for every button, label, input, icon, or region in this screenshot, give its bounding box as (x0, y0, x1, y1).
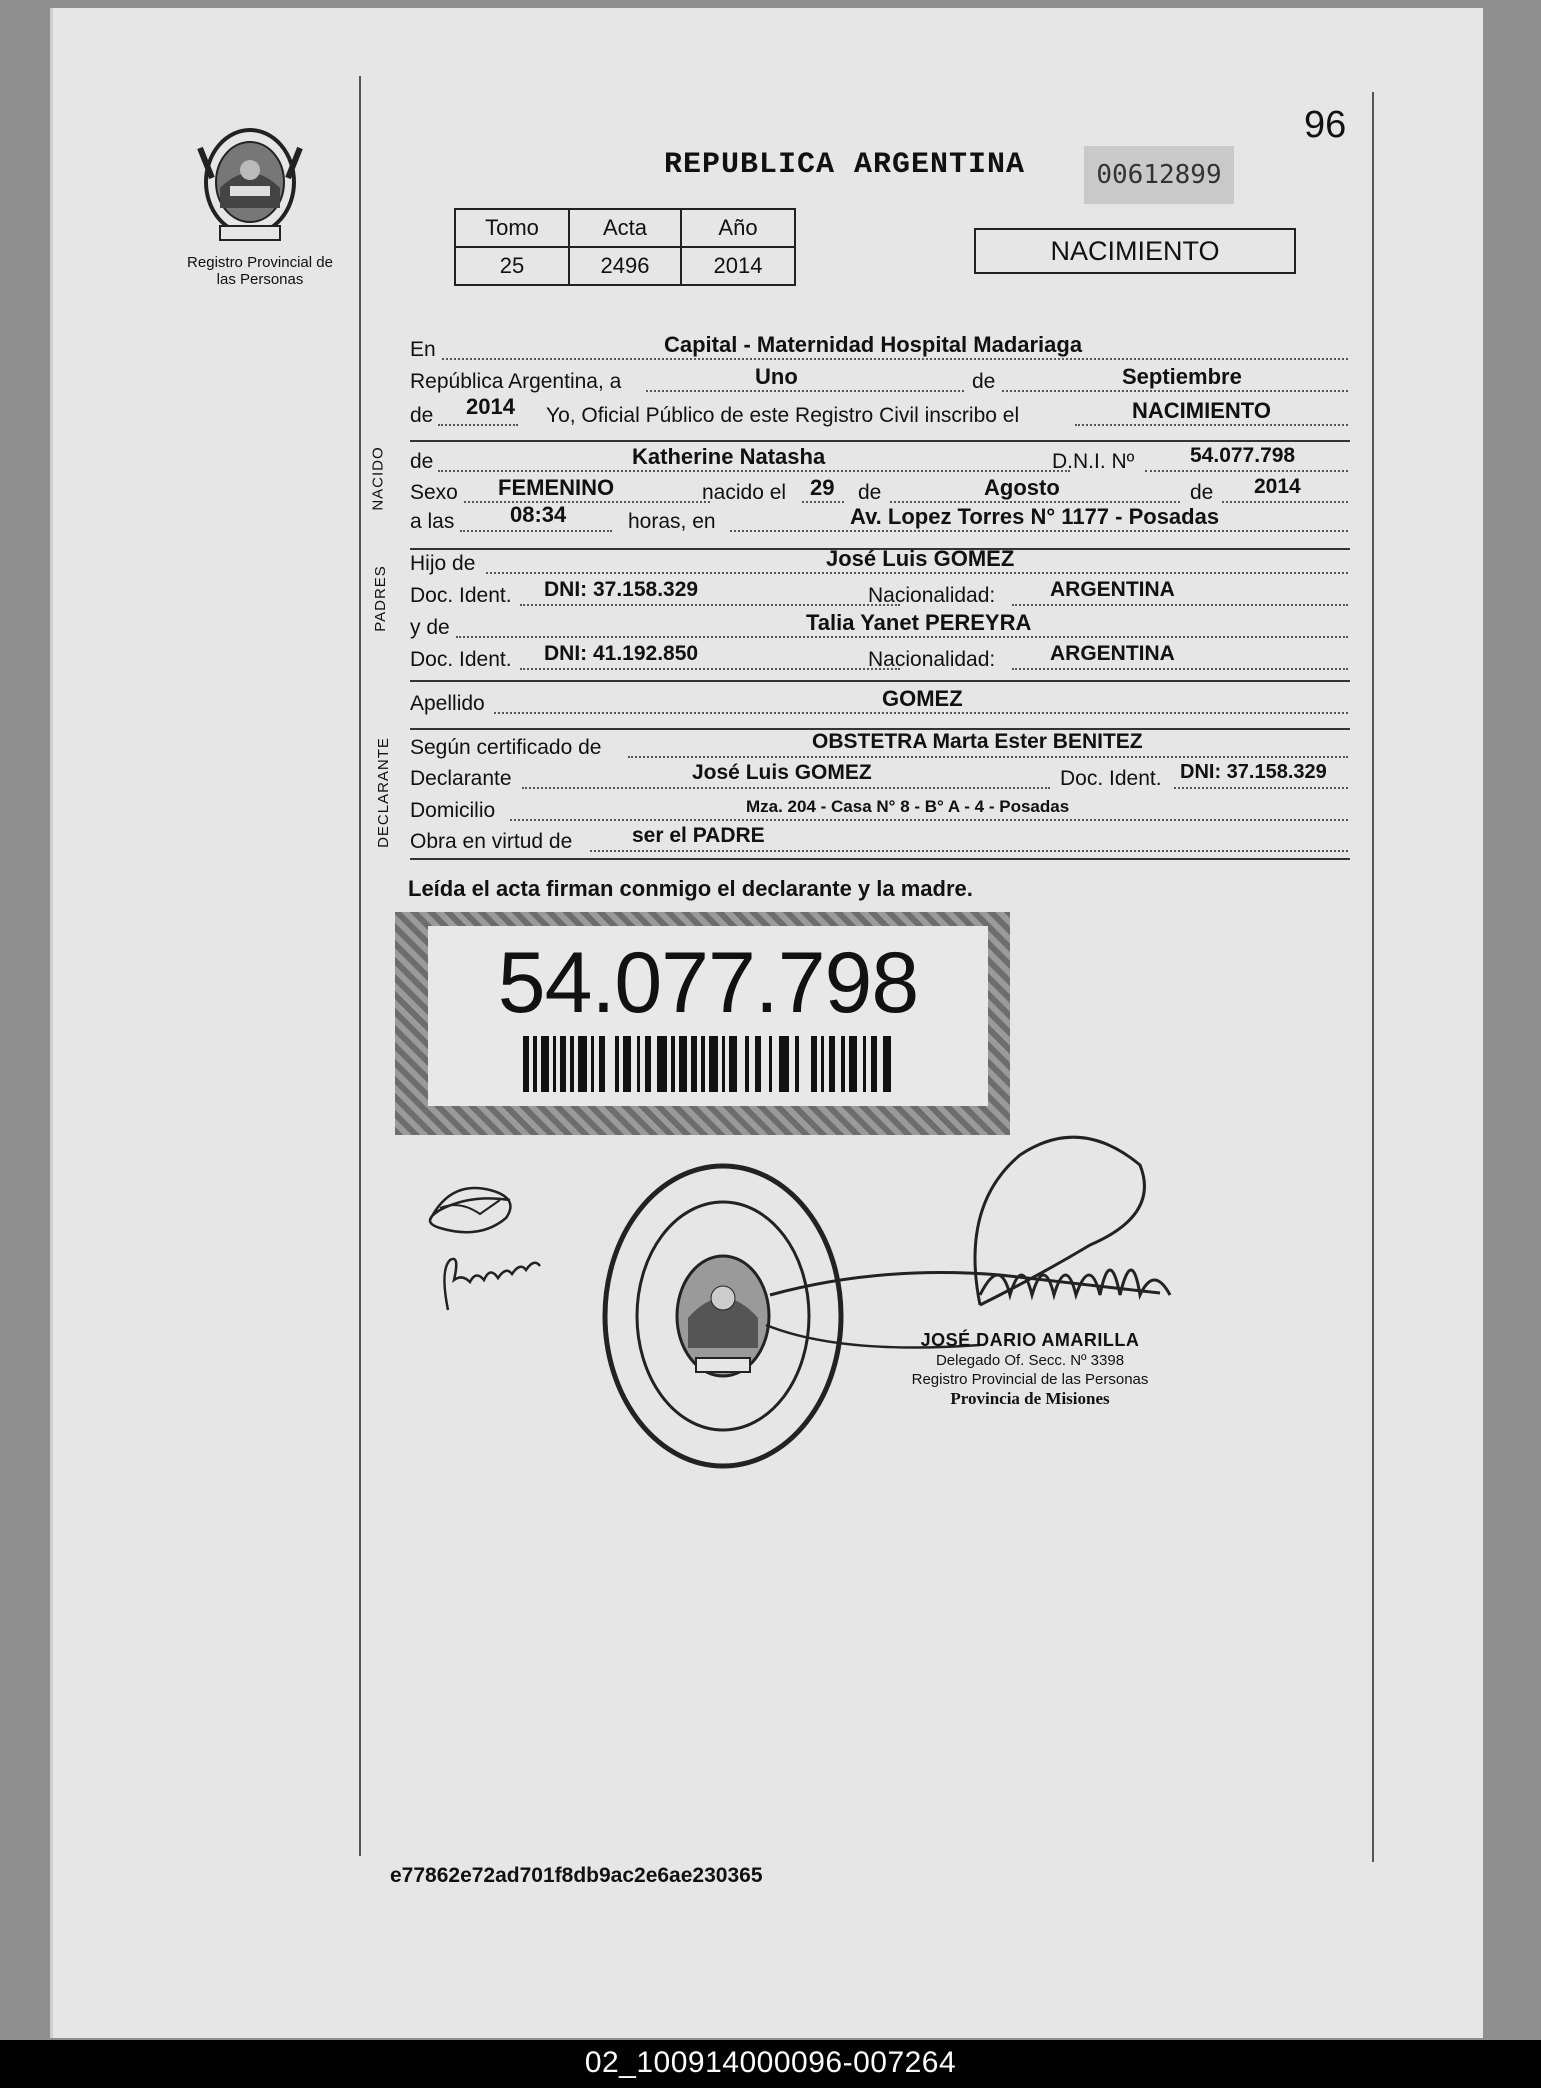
registry-table (454, 208, 796, 286)
reading-statement: Leída el acta firman conmigo el declarante y la madre. (408, 876, 973, 901)
registry-value-tomo: 25 (455, 247, 569, 285)
official-signature-block (870, 1330, 1190, 1409)
label-republica: República Argentina, a (410, 370, 622, 393)
logo-caption: Registro Provincial de las Personas (187, 254, 333, 288)
registry-value-ano: 2014 (681, 247, 795, 285)
label-obra: Obra en virtud de (410, 830, 573, 853)
official-role: Delegado Of. Secc. Nº 3398 (935, 1352, 1125, 1369)
row-surname (410, 686, 1348, 718)
document-hash: e77862e72ad701f8db9ac2e6ae230365 (390, 1864, 763, 1887)
registry-header-acta: Acta (569, 209, 681, 247)
value-birth-year: 2014 (1254, 475, 1301, 498)
label-segun: Según certificado de (410, 736, 602, 759)
value-place: Capital - Maternidad Hospital Madariaga (664, 332, 1083, 357)
label-yo: Yo, Oficial Público de este Registro Civil inscribo el (546, 404, 1020, 427)
side-label-padres: PADRES (371, 565, 389, 632)
label-de-year: de (410, 404, 434, 427)
registry-header-tomo: Tomo (455, 209, 569, 247)
value-certificate: OBSTETRA Marta Ester BENITEZ (812, 730, 1143, 753)
label-declarant-doc: Doc. Ident. (1060, 767, 1162, 790)
dni-label-number: 54.077.798 (497, 935, 919, 1031)
row-date (410, 364, 1348, 396)
scan-id: 02_100914000096-007264 (584, 2046, 957, 2079)
registry-header-ano: Año (681, 209, 795, 247)
label-mother-nationality: Nacionalidad: (868, 648, 996, 671)
row-mother (410, 610, 1348, 642)
value-declarant-doc: DNI: 37.158.329 (1180, 761, 1327, 783)
label-de-name: de (410, 450, 434, 473)
section-divider (410, 680, 1350, 682)
country-title: REPUBLICA ARGENTINA (664, 148, 1026, 182)
label-hijo-de: Hijo de (410, 552, 476, 575)
value-day-words: Uno (755, 364, 798, 389)
value-mother: Talia Yanet PEREYRA (806, 610, 1032, 635)
official-province: Provincia de Misiones (950, 1389, 1110, 1408)
value-surname: GOMEZ (882, 686, 963, 711)
section-divider (410, 440, 1350, 442)
value-birth-time: 08:34 (510, 502, 567, 527)
section-divider (410, 858, 1350, 860)
value-year: 2014 (466, 394, 515, 419)
row-place (410, 332, 1348, 364)
value-birth-month: Agosto (984, 475, 1060, 500)
label-de-birth-month: de (858, 481, 882, 504)
official-name: JOSÉ DARIO AMARILLA (920, 1330, 1140, 1350)
side-label-nacido: NACIDO (369, 446, 387, 511)
label-mother-doc: Doc. Ident. (410, 648, 512, 671)
value-dni: 54.077.798 (1190, 444, 1296, 467)
label-father-doc: Doc. Ident. (410, 584, 512, 607)
registry-value-acta: 2496 (569, 247, 681, 285)
label-en: En (410, 338, 436, 361)
label-sexo: Sexo (410, 481, 458, 504)
row-time-place (410, 502, 1348, 536)
row-address (410, 799, 1348, 825)
value-by-virtue: ser el PADRE (632, 824, 765, 847)
label-apellido: Apellido (410, 692, 485, 715)
left-margin-line (359, 76, 361, 1856)
value-birth-day: 29 (810, 475, 835, 500)
row-registration (410, 394, 1348, 430)
row-certificate (410, 730, 1348, 762)
value-mother-doc: DNI: 41.192.850 (544, 642, 699, 665)
row-father-doc (410, 578, 1348, 610)
page-number: 96 (1304, 104, 1347, 146)
value-address: Mza. 204 - Casa N° 8 - B° A - 4 - Posadas (746, 797, 1070, 816)
dni-label-inner (428, 926, 988, 1106)
dni-label-sticker (395, 912, 1010, 1135)
label-horas-en: horas, en (628, 510, 716, 533)
value-month: Septiembre (1122, 364, 1242, 389)
official-office: Registro Provincial de las Personas (911, 1371, 1149, 1388)
provincial-logo-icon (190, 118, 310, 253)
label-nacido-el: nacido el (702, 481, 787, 504)
side-label-declarante: DECLARANTE (374, 737, 392, 848)
value-father-nationality: ARGENTINA (1050, 578, 1175, 601)
value-mother-nationality: ARGENTINA (1050, 642, 1175, 665)
row-name (410, 444, 1348, 476)
label-father-nationality: Nacionalidad: (868, 584, 996, 607)
document-type-box: NACIMIENTO (974, 228, 1296, 274)
value-sex: FEMENINO (498, 475, 615, 500)
label-a-las: a las (410, 510, 455, 533)
label-dni: D.N.I. Nº (1052, 450, 1135, 473)
label-y-de: y de (410, 616, 450, 639)
label-de-birth-year: de (1190, 481, 1214, 504)
row-father (410, 546, 1348, 578)
value-name: Katherine Natasha (632, 444, 826, 469)
right-margin-line (1372, 92, 1374, 1862)
value-birth-place: Av. Lopez Torres N° 1177 - Posadas (850, 504, 1220, 529)
value-father-doc: DNI: 37.158.329 (544, 578, 699, 601)
row-declarant (410, 761, 1348, 793)
label-domicilio: Domicilio (410, 799, 496, 822)
serial-number: 00612899 (1084, 146, 1234, 204)
label-declarante: Declarante (410, 767, 512, 790)
mother-signature-icon (410, 1170, 580, 1340)
value-declarant: José Luis GOMEZ (692, 761, 872, 784)
value-act-type: NACIMIENTO (1132, 398, 1271, 423)
row-by-virtue (410, 824, 1348, 856)
value-father: José Luis GOMEZ (826, 546, 1015, 571)
row-mother-doc (410, 642, 1348, 674)
label-de-month: de (972, 370, 996, 393)
barcode-icon (523, 1036, 893, 1092)
